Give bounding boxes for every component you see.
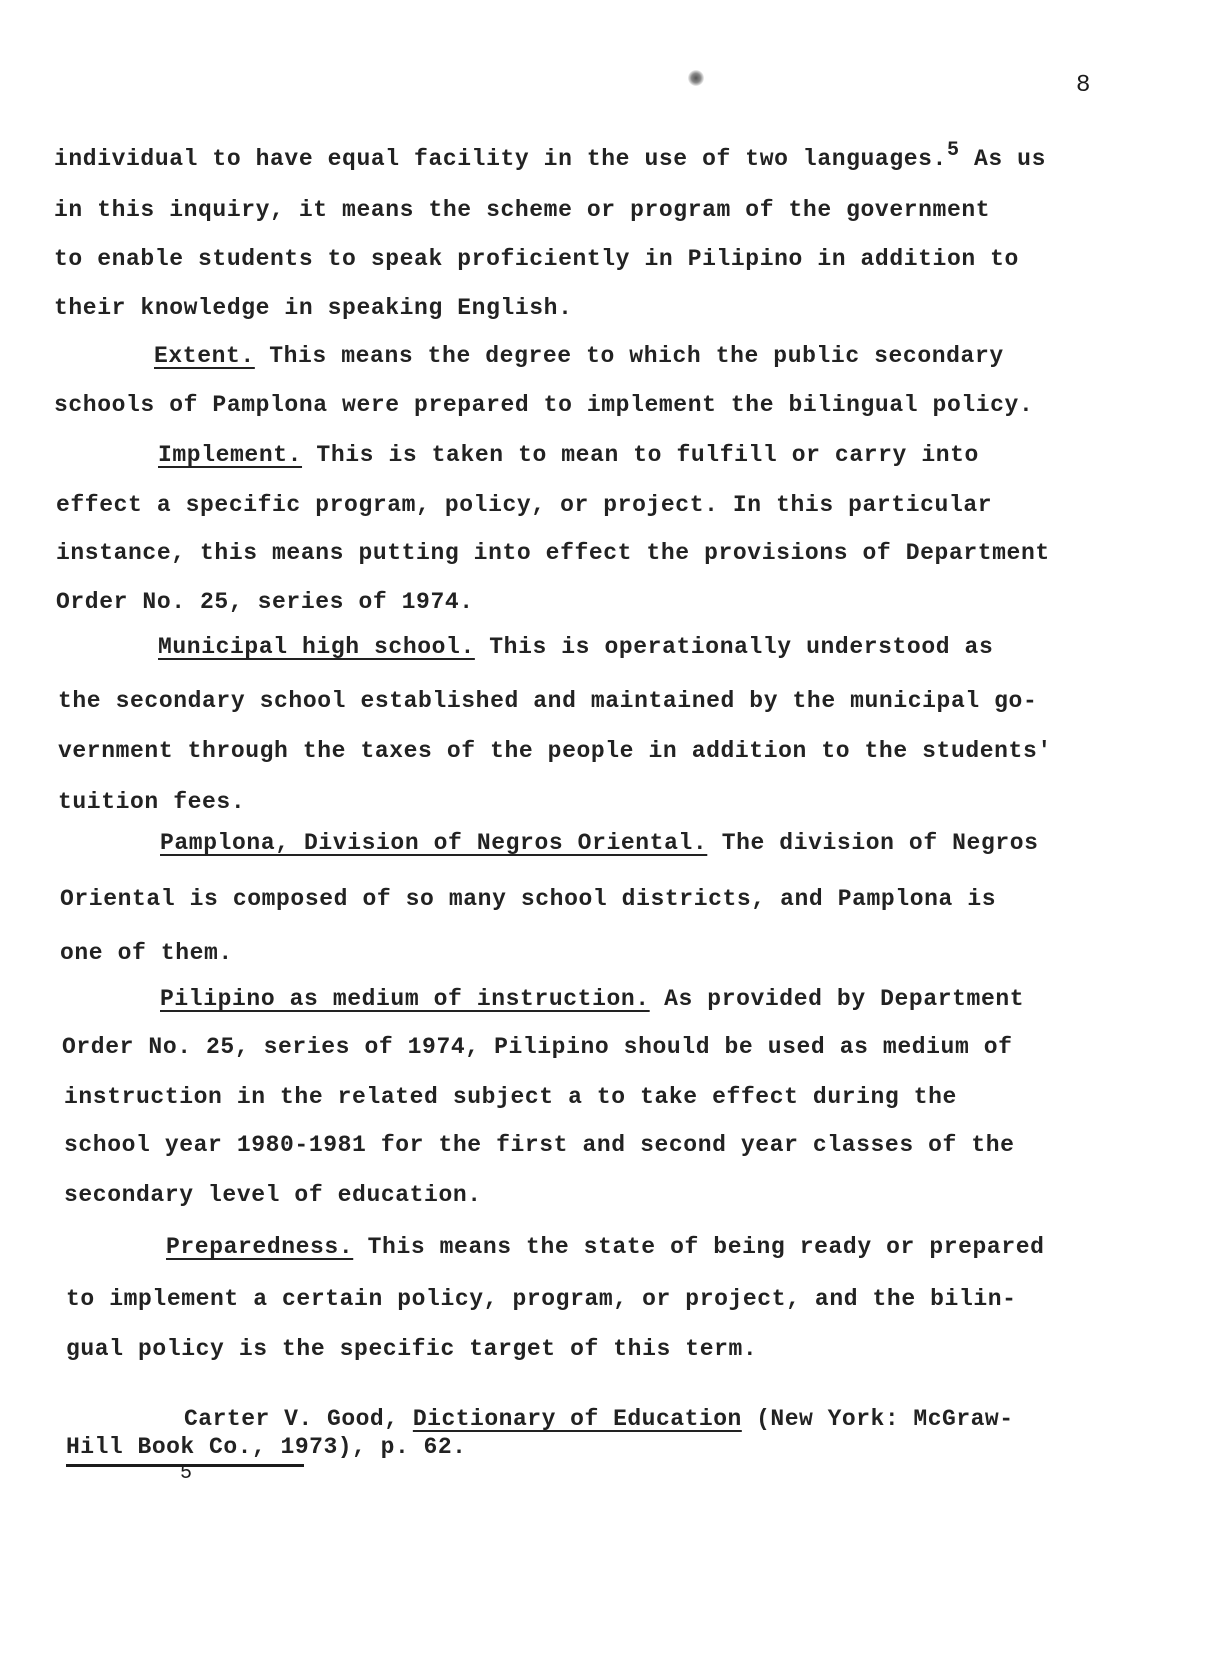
footnote-reference: 5 — [946, 139, 960, 162]
footnote-title: Dictionary of Education — [412, 1406, 742, 1432]
term-extent: Extent. — [154, 343, 255, 369]
body-line-9: instance, this means putting into effect the provisions of Department — [56, 540, 1050, 566]
body-line-8: effect a specific program, policy, or project. In this particular — [56, 492, 993, 518]
definition-text: This is taken to mean to fulfill or carry into — [302, 442, 979, 468]
term-preparedness: Preparedness. — [166, 1234, 354, 1260]
footnote-mark: 5 — [180, 1462, 193, 1485]
term-pamplona: Pamplona, Division of Negros Oriental. — [160, 830, 708, 856]
definition-preparedness — [166, 1232, 1045, 1262]
body-line-19: Order No. 25, series of 1974, Pilipino should be used as medium of — [62, 1034, 1013, 1060]
body-line-21: school year 1980-1981 for the first and second year classes of the — [64, 1132, 1015, 1158]
body-line-25: gual policy is the specific target of this term. — [66, 1336, 758, 1362]
definition-text: The division of Negros — [707, 830, 1039, 856]
term-municipal-high-school: Municipal high school. — [158, 634, 475, 660]
body-line-12: the secondary school established and maintained by the municipal go- — [58, 688, 1038, 714]
body-line-17: one of them. — [60, 940, 233, 966]
body-line-13: vernment through the taxes of the people in addition to the students' — [58, 738, 1052, 764]
footnote-publisher: (New York: McGraw- — [741, 1406, 1014, 1432]
body-line-10: Order No. 25, series of 1974. — [56, 589, 474, 615]
definition-text: As provided by Department — [649, 986, 1025, 1012]
definition-text: This is operationally understood as — [474, 634, 994, 660]
body-line-2: in this inquiry, it means the scheme or program of the government — [54, 197, 991, 223]
body-text: As us — [973, 146, 1046, 172]
body-line-14: tuition fees. — [58, 789, 246, 815]
term-implement: Implement. — [158, 442, 303, 468]
body-line-1 — [54, 139, 1046, 176]
body-line-4: their knowledge in speaking English. — [54, 295, 573, 321]
definition-pamplona — [160, 828, 1039, 858]
definition-implement — [158, 440, 979, 470]
page-number: 8 — [1076, 72, 1092, 99]
body-line-3: to enable students to speak proficiently in Pilipino in addition to — [54, 246, 1019, 272]
definition-pilipino-medium — [160, 984, 1024, 1014]
body-line-22: secondary level of education. — [64, 1182, 482, 1208]
body-line-24: to implement a certain policy, program, or project, and the bilin- — [66, 1286, 1017, 1312]
definition-text: This means the degree to which the public secondary — [254, 343, 1004, 369]
term-pilipino-medium: Pilipino as medium of instruction. — [160, 986, 650, 1012]
body-text: individual to have equal facility in the use of two languages. — [54, 146, 947, 172]
definition-extent — [154, 341, 1004, 371]
footnote-line-2: Hill Book Co., 1973), p. 62. — [66, 1434, 467, 1460]
definition-municipal-high-school — [158, 632, 993, 662]
body-line-6: schools of Pamplona were prepared to implement the bilingual policy. — [54, 392, 1034, 418]
body-line-16: Oriental is composed of so many school districts, and Pamplona is — [60, 886, 997, 912]
body-line-20: instruction in the related subject a to take effect during the — [64, 1084, 957, 1110]
ink-smudge — [688, 70, 704, 86]
definition-text: This means the state of being ready or prepared — [353, 1234, 1045, 1260]
footnote-line-1 — [184, 1406, 1014, 1432]
footnote-author: Carter V. Good, — [184, 1406, 413, 1432]
